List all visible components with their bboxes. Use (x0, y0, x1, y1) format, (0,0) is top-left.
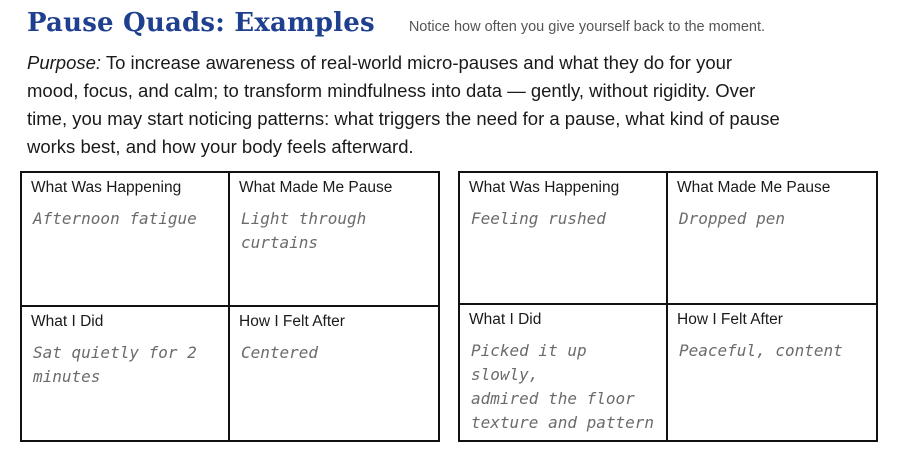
cell-label: What I Did (31, 312, 104, 330)
quad-cell-what-made-me-pause (230, 173, 438, 307)
quad-cell-what-made-me-pause (668, 173, 876, 305)
page-subtitle: Notice how often you give yourself back to the moment. (408, 19, 766, 35)
page-title: Pause Quads: Examples (27, 8, 375, 38)
cell-entry: Picked it up slowly, admired the floor texture and pattern (471, 341, 655, 432)
quad-cell-what-i-did (460, 305, 668, 440)
quad-cell-what-was-happening (22, 173, 230, 307)
purpose-label: Purpose: (27, 52, 102, 73)
quad-cell-what-was-happening (460, 173, 668, 305)
cell-label: What Was Happening (31, 179, 182, 196)
cell-entry: Dropped pen (679, 209, 785, 228)
cell-entry: Feeling rushed (471, 209, 606, 228)
cell-label: What Made Me Pause (677, 179, 831, 196)
cell-entry: Sat quietly for 2 minutes (33, 342, 197, 386)
cell-label: What Made Me Pause (239, 179, 393, 196)
purpose-paragraph (27, 49, 787, 161)
quad-cell-how-i-felt-after (668, 305, 876, 440)
cell-entry: Light through curtains (241, 209, 367, 252)
pause-quad-example-2 (458, 171, 878, 442)
pause-quad-example-1 (20, 171, 440, 442)
cell-entry: Centered (241, 342, 319, 362)
cell-label: What I Did (469, 311, 542, 328)
purpose-text: To increase awareness of real-world micro-pauses and what they do for your mood, focus, and calm; to transform mindfulness into data — gently, without rigidity. Over time, you may start noticing patterns: what triggers the need for a pause, what kind of pause works best, and how your body feels afterward. (27, 52, 780, 157)
cell-entry: Peaceful, content (679, 341, 843, 360)
cell-label: How I Felt After (677, 311, 783, 328)
quad-cell-what-i-did (22, 307, 230, 441)
cell-label: How I Felt After (239, 312, 345, 330)
cell-entry: Afternoon fatigue (33, 209, 197, 228)
cell-label: What Was Happening (469, 179, 620, 196)
quad-cell-how-i-felt-after (230, 307, 438, 441)
page-header (27, 8, 765, 38)
